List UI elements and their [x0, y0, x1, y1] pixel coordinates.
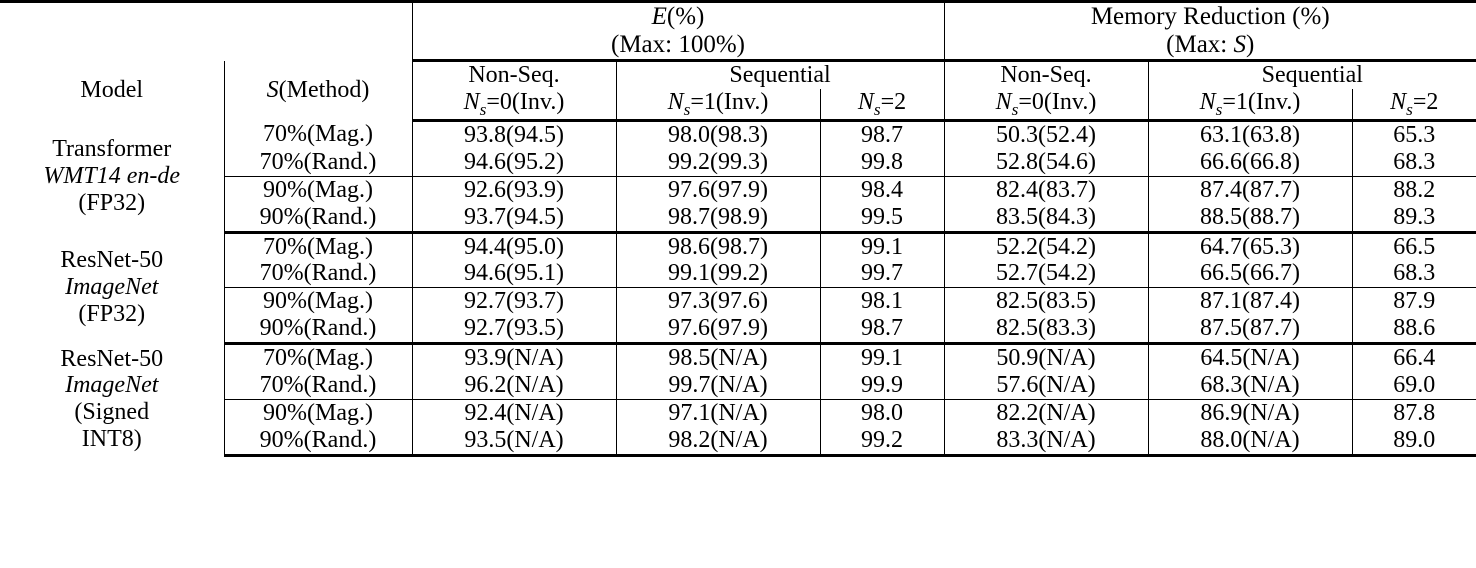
model-cell-resnet50-int8 — [0, 344, 224, 456]
header-mem-sequential-label: Sequential — [1261, 62, 1363, 88]
header-mem-ns2-sub: s — [1406, 99, 1413, 119]
value-cell: 86.9(N/A) — [1148, 399, 1352, 426]
value-cell-bold: 98.1 — [820, 288, 944, 315]
method-cell: 70%(Rand.) — [224, 372, 412, 399]
header-e-ns0-symbol: N — [463, 88, 480, 115]
value-cell: 98.7(98.9) — [616, 204, 820, 232]
value-cell: 63.1(63.8) — [1148, 121, 1352, 149]
value-cell: 93.7(94.5) — [412, 204, 616, 232]
value-cell: 99.7(N/A) — [616, 372, 820, 399]
header-mem-nonseq-label: Non-Seq. — [1000, 62, 1092, 88]
value-cell: 68.3(N/A) — [1148, 372, 1352, 399]
header-group-e-max-text: (Max: 100%) — [611, 31, 745, 58]
header-e-ns1-value: =1(Inv.) — [690, 88, 769, 115]
method-cell: 70%(Mag.) — [224, 344, 412, 372]
value-cell: 82.2(N/A) — [944, 399, 1148, 426]
header-e-ns0-sub: s — [479, 99, 487, 119]
header-mem-ns2-value: =2 — [1412, 88, 1439, 115]
value-cell-bold: 98.0 — [820, 399, 944, 426]
header-group-row — [0, 2, 1476, 32]
model-line-1: ResNet-50 — [60, 247, 164, 274]
method-cell: 70%(Rand.) — [224, 260, 412, 287]
method-cell: 70%(Mag.) — [224, 232, 412, 260]
value-cell: 98.6(98.7) — [616, 232, 820, 260]
value-cell: 52.2(54.2) — [944, 232, 1148, 260]
header-group-e-max — [412, 31, 944, 61]
value-cell: 82.5(83.3) — [944, 315, 1148, 343]
method-cell: 90%(Rand.) — [224, 427, 412, 455]
value-cell: 83.3(N/A) — [944, 427, 1148, 455]
value-cell: 93.9(N/A) — [412, 344, 616, 372]
header-model — [0, 61, 224, 121]
value-cell-bold: 89.0 — [1352, 427, 1476, 455]
header-mem-nonseq — [944, 61, 1148, 89]
header-model-label: Model — [80, 77, 144, 104]
value-cell: 96.2(N/A) — [412, 372, 616, 399]
value-cell-bold: 87.9 — [1352, 288, 1476, 315]
value-cell: 50.9(N/A) — [944, 344, 1148, 372]
model-line-4: INT8) — [81, 426, 142, 453]
header-method-label: (Method) — [278, 77, 370, 104]
value-cell-bold: 69.0 — [1352, 372, 1476, 399]
header-mem-sequential — [1148, 61, 1476, 89]
value-cell-bold: 99.1 — [820, 344, 944, 372]
model-line-2: WMT14 en-de — [43, 162, 181, 189]
method-cell: 70%(Rand.) — [224, 149, 412, 176]
value-cell: 87.5(87.7) — [1148, 315, 1352, 343]
value-cell-bold: 68.3 — [1352, 149, 1476, 176]
header-mem-ns2 — [1352, 89, 1476, 121]
value-cell-bold: 99.7 — [820, 260, 944, 287]
header-mem-ns0 — [944, 89, 1148, 121]
value-cell: 83.5(84.3) — [944, 204, 1148, 232]
value-cell-bold: 88.2 — [1352, 176, 1476, 203]
model-line-1: ResNet-50 — [60, 345, 164, 372]
header-group-memory — [944, 2, 1476, 32]
value-cell: 97.6(97.9) — [616, 176, 820, 203]
header-group-memory-max — [944, 31, 1476, 61]
value-cell: 92.7(93.5) — [412, 315, 616, 343]
value-cell: 52.7(54.2) — [944, 260, 1148, 287]
value-cell: 57.6(N/A) — [944, 372, 1148, 399]
value-cell: 94.6(95.1) — [412, 260, 616, 287]
value-cell: 93.8(94.5) — [412, 121, 616, 149]
value-cell: 66.5(66.7) — [1148, 260, 1352, 287]
value-cell: 52.8(54.6) — [944, 149, 1148, 176]
value-cell: 97.6(97.9) — [616, 315, 820, 343]
header-e-ns2 — [820, 89, 944, 121]
value-cell: 82.5(83.5) — [944, 288, 1148, 315]
value-cell-bold: 89.3 — [1352, 204, 1476, 232]
value-cell: 99.1(99.2) — [616, 260, 820, 287]
value-cell: 92.4(N/A) — [412, 399, 616, 426]
model-line-3: (FP32) — [78, 189, 146, 216]
model-line-2: ImageNet — [65, 274, 159, 301]
value-cell: 92.7(93.7) — [412, 288, 616, 315]
value-cell: 87.4(87.7) — [1148, 176, 1352, 203]
header-mem-ns0-symbol: N — [995, 88, 1012, 115]
method-cell: 90%(Mag.) — [224, 288, 412, 315]
value-cell: 88.0(N/A) — [1148, 427, 1352, 455]
header-sub-row-1 — [0, 61, 1476, 89]
header-e-sequential — [616, 61, 944, 89]
value-cell-bold: 98.7 — [820, 121, 944, 149]
value-cell: 99.2(99.3) — [616, 149, 820, 176]
header-group-memory-title: Memory Reduction (%) — [1090, 3, 1330, 30]
value-cell: 50.3(52.4) — [944, 121, 1148, 149]
header-mem-ns0-sub: s — [1011, 99, 1019, 119]
header-mem-ns2-symbol: N — [1390, 88, 1407, 115]
value-cell: 92.6(93.9) — [412, 176, 616, 203]
value-cell-bold: 99.1 — [820, 232, 944, 260]
header-e-nonseq — [412, 61, 616, 89]
value-cell: 66.6(66.8) — [1148, 149, 1352, 176]
value-cell-bold: 99.2 — [820, 427, 944, 455]
value-cell: 88.5(88.7) — [1148, 204, 1352, 232]
model-cell-resnet50-fp32 — [0, 232, 224, 344]
value-cell-bold: 66.4 — [1352, 344, 1476, 372]
header-e-ns2-symbol: N — [857, 88, 874, 115]
value-cell: 64.7(65.3) — [1148, 232, 1352, 260]
value-cell: 82.4(83.7) — [944, 176, 1148, 203]
value-cell-bold: 99.8 — [820, 149, 944, 176]
value-cell: 64.5(N/A) — [1148, 344, 1352, 372]
table-row — [0, 121, 1476, 149]
value-cell: 94.6(95.2) — [412, 149, 616, 176]
header-mem-ns1 — [1148, 89, 1352, 121]
model-line-1: Transformer — [52, 135, 172, 162]
header-mem-ns1-symbol: N — [1199, 88, 1216, 115]
header-e-sequential-label: Sequential — [729, 62, 831, 88]
value-cell-bold: 66.5 — [1352, 232, 1476, 260]
value-cell: 98.2(N/A) — [616, 427, 820, 455]
header-e-ns0 — [412, 89, 616, 121]
header-corner-blank-2 — [224, 2, 412, 61]
header-mem-ns0-value: =0(Inv.) — [1018, 88, 1097, 115]
header-method — [224, 61, 412, 121]
table-row — [0, 232, 1476, 260]
value-cell: 94.4(95.0) — [412, 232, 616, 260]
header-group-e — [412, 2, 944, 32]
header-e-ns1-symbol: N — [667, 88, 684, 115]
header-e-ns2-value: =2 — [880, 88, 907, 115]
value-cell: 97.3(97.6) — [616, 288, 820, 315]
header-method-s: S — [266, 77, 279, 104]
method-cell: 90%(Mag.) — [224, 176, 412, 203]
model-line-3: (FP32) — [78, 301, 146, 328]
header-e-ns2-sub: s — [873, 99, 881, 119]
model-line-3: (Signed — [74, 399, 150, 426]
header-e-ns1 — [616, 89, 820, 121]
method-cell: 90%(Rand.) — [224, 315, 412, 343]
value-cell-bold: 99.9 — [820, 372, 944, 399]
value-cell: 87.1(87.4) — [1148, 288, 1352, 315]
value-cell: 97.1(N/A) — [616, 399, 820, 426]
header-group-e-symbol: E — [651, 3, 667, 30]
header-group-memory-max-text: (Max: S) — [1166, 31, 1255, 58]
method-cell: 70%(Mag.) — [224, 121, 412, 149]
value-cell: 93.5(N/A) — [412, 427, 616, 455]
value-cell-bold: 65.3 — [1352, 121, 1476, 149]
value-cell-bold: 98.4 — [820, 176, 944, 203]
model-cell-transformer — [0, 121, 224, 233]
header-corner-blank — [0, 2, 224, 61]
header-e-ns0-value: =0(Inv.) — [486, 88, 565, 115]
value-cell-bold: 88.6 — [1352, 315, 1476, 343]
method-cell: 90%(Mag.) — [224, 399, 412, 426]
value-cell-bold: 98.7 — [820, 315, 944, 343]
value-cell: 98.0(98.3) — [616, 121, 820, 149]
header-e-nonseq-label: Non-Seq. — [468, 62, 560, 88]
header-mem-ns1-sub: s — [1215, 99, 1223, 119]
header-e-ns1-sub: s — [683, 99, 691, 119]
value-cell: 98.5(N/A) — [616, 344, 820, 372]
model-line-2: ImageNet — [65, 372, 159, 399]
header-group-e-unit: (%) — [666, 3, 705, 30]
header-mem-ns1-value: =1(Inv.) — [1222, 88, 1301, 115]
method-cell: 90%(Rand.) — [224, 204, 412, 232]
value-cell-bold: 99.5 — [820, 204, 944, 232]
value-cell-bold: 68.3 — [1352, 260, 1476, 287]
table-row — [0, 344, 1476, 372]
value-cell-bold: 87.8 — [1352, 399, 1476, 426]
